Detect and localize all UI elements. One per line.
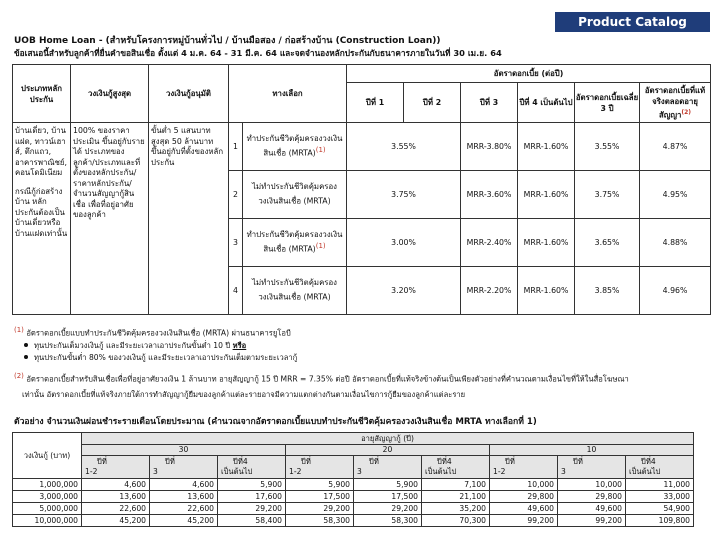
installment-value: 10,000 — [558, 479, 626, 491]
installment-value: 99,200 — [558, 515, 626, 527]
table-row — [13, 515, 694, 527]
installment-value: 29,200 — [286, 503, 354, 515]
installment-value: 58,300 — [354, 515, 422, 527]
sub-year4: ปีที่4 เป็นต้นไป — [626, 456, 694, 479]
sub-year3: ปีที่ 3 — [150, 456, 218, 479]
installment-value: 29,200 — [218, 503, 286, 515]
footnotes — [14, 324, 714, 401]
approved-max: สูงสุด 50 ล้านบาท ขึ้นอยู่กับที่ตั้งของหลักประกัน — [151, 136, 224, 167]
property-type-cell — [13, 123, 71, 315]
product-catalog-banner: Product Catalog — [555, 12, 710, 32]
sub-year1-2: ปีที่ 1-2 — [286, 456, 354, 479]
installment-value: 58,400 — [218, 515, 286, 527]
installment-value: 49,600 — [490, 503, 558, 515]
footnote-2-cont: เท่านั้น อัตราดอกเบี้ยที่แท้จริงภายใต้การทำสัญญากู้ยืมของลูกค้าแต่ละรายอาจมีความแตกต่างกันตามเงื่อนไขการกู้ยืมของลูกค้าแต่ละราย — [22, 390, 466, 400]
option-number: 4 — [229, 267, 243, 315]
rate-year1-2: 3.00% — [347, 219, 461, 267]
footnote-1: (1) อัตราดอกเบี้ยแบบทำประกันชีวิตคุ้มครองวงเงินสินเชื่อ (MRTA) ผ่านธนาคารยูโอบี — [14, 326, 291, 338]
header-max-limit: วงเงินกู้สูงสุด — [71, 65, 149, 123]
table-row — [13, 479, 694, 491]
rate-year3: MRR-2.20% — [461, 267, 518, 315]
rate-effective: 4.88% — [640, 219, 711, 267]
bullet-icon — [24, 343, 28, 347]
installment-value: 4,600 — [82, 479, 150, 491]
installment-value: 5,900 — [354, 479, 422, 491]
installment-value: 99,200 — [490, 515, 558, 527]
option-label: ไม่ทำประกันชีวิตคุ้มครองวงเงินสินเชื่อ (MRTA) — [243, 267, 347, 315]
installment-value: 109,800 — [626, 515, 694, 527]
footnote-1-bullet-1: ทุนประกันเต็มวงเงินกู้ และมีระยะเวลาเอาประกันขั้นต่ำ 10 ปี หรือ — [14, 340, 714, 352]
rate-year4: MRR-1.60% — [518, 123, 575, 171]
rate-avg3: 3.85% — [575, 267, 640, 315]
rate-year4: MRR-1.60% — [518, 219, 575, 267]
installment-value: 22,600 — [150, 503, 218, 515]
rate-effective: 4.96% — [640, 267, 711, 315]
term-20: 20 — [286, 445, 490, 456]
installment-value: 13,600 — [82, 491, 150, 503]
installment-value: 33,000 — [626, 491, 694, 503]
loan-amount: 3,000,000 — [13, 491, 82, 503]
footnote-2: (2) อัตราดอกเบี้ยสำหรับสินเชื่อเพื่อที่อยู่อาศัยวงเงิน 1 ล้านบาท อายุสัญญากู้ 15 ปี MRR = 7.35% ต่อปี อัตราดอกเบี้ยที่แท้จริงข้างต้นเป็นเพียงตัวอย่างที่คำนวณตามเงื่อนไขที่ให้ในสื่อโฆษณา — [14, 371, 629, 384]
installment-value: 7,100 — [422, 479, 490, 491]
loan-amount-header: วงเงินกู้ (บาท) — [13, 433, 82, 479]
term-30: 30 — [82, 445, 286, 456]
installment-value: 29,800 — [490, 491, 558, 503]
header-option: ทางเลือก — [229, 65, 347, 123]
installment-value: 45,200 — [150, 515, 218, 527]
installment-value: 17,500 — [286, 491, 354, 503]
installment-value: 4,600 — [150, 479, 218, 491]
sub-year4: ปีที่4 เป็นต้นไป — [218, 456, 286, 479]
term-10: 10 — [490, 445, 694, 456]
installment-value: 21,100 — [422, 491, 490, 503]
installment-value: 17,600 — [218, 491, 286, 503]
option-label: ทำประกันชีวิตคุ้มครองวงเงินสินเชื่อ (MRTA)(1) — [243, 219, 347, 267]
header-year4: ปีที่ 4 เป็นต้นไป — [518, 83, 575, 123]
header-year2: ปีที่ 2 — [404, 83, 461, 123]
installment-value: 45,200 — [82, 515, 150, 527]
header-approved-limit: วงเงินกู้อนุมัติ — [149, 65, 229, 123]
installment-value: 13,600 — [150, 491, 218, 503]
header-rate-group: อัตราดอกเบี้ย (ต่อปี) — [347, 65, 711, 83]
sub-year4: ปีที่4 เป็นต้นไป — [422, 456, 490, 479]
sub-year3: ปีที่ 3 — [558, 456, 626, 479]
installment-value: 29,800 — [558, 491, 626, 503]
installment-value: 22,600 — [82, 503, 150, 515]
installment-value: 54,900 — [626, 503, 694, 515]
bullet-icon — [24, 355, 28, 359]
installment-value: 35,200 — [422, 503, 490, 515]
footnote-1-bullet-2: ทุนประกันขั้นต่ำ 80% ของวงเงินกู้ และมีระยะเวลาเอาประกันเต็มตามระยะเวลากู้ — [14, 352, 714, 364]
calc-title: ตัวอย่าง จำนวนเงินผ่อนชำระรายเดือนโดยประมาณ (คำนวณจากอัตราดอกเบี้ยแบบทำประกันชีวิตคุ้มครองวงเงินสินเชื่อ MRTA ทางเลือกที่ 1) — [14, 417, 537, 427]
option-number: 3 — [229, 219, 243, 267]
table-row — [13, 503, 694, 515]
loan-amount: 5,000,000 — [13, 503, 82, 515]
rate-year4: MRR-1.60% — [518, 171, 575, 219]
rate-effective: 4.87% — [640, 123, 711, 171]
loan-amount: 1,000,000 — [13, 479, 82, 491]
rate-year1-2: 3.20% — [347, 267, 461, 315]
rate-year3: MRR-3.60% — [461, 171, 518, 219]
installment-value: 58,300 — [286, 515, 354, 527]
rate-avg3: 3.65% — [575, 219, 640, 267]
construction-note: กรณีกู้ก่อสร้างบ้าน หลักประกันต้องเป็นบ้านเดี่ยวหรือบ้านแฝดเท่านั้น — [15, 186, 68, 238]
approved-min: ขั้นต่ำ 5 แสนบาท — [151, 126, 211, 135]
installment-value: 5,900 — [286, 479, 354, 491]
rate-year4: MRR-1.60% — [518, 267, 575, 315]
header-effective: อัตราดอกเบี้ยที่แท้จริงตลอดอายุสัญญา$^{(2)}$ — [640, 83, 711, 123]
approved-limit-cell — [149, 123, 229, 315]
header-year1: ปีที่ 1 — [347, 83, 404, 123]
installment-value: 17,500 — [354, 491, 422, 503]
interest-rate-table — [12, 64, 711, 315]
option-number: 2 — [229, 171, 243, 219]
header-year3: ปีที่ 3 — [461, 83, 518, 123]
rate-year3: MRR-2.40% — [461, 219, 518, 267]
header-property-type: ประเภทหลักประกัน — [13, 65, 71, 123]
rate-year3: MRR-3.80% — [461, 123, 518, 171]
rate-year1-2: 3.55% — [347, 123, 461, 171]
installment-table — [12, 432, 694, 527]
rate-avg3: 3.55% — [575, 123, 640, 171]
table-row — [13, 491, 694, 503]
option-label: ทำประกันชีวิตคุ้มครองวงเงินสินเชื่อ (MRTA)(1) — [243, 123, 347, 171]
sub-year1-2: ปีที่ 1-2 — [490, 456, 558, 479]
installment-value: 70,300 — [422, 515, 490, 527]
option-number: 1 — [229, 123, 243, 171]
rate-avg3: 3.75% — [575, 171, 640, 219]
installment-value: 10,000 — [490, 479, 558, 491]
rate-effective: 4.95% — [640, 171, 711, 219]
sub-year1-2: ปีที่ 1-2 — [82, 456, 150, 479]
installment-value: 5,900 — [218, 479, 286, 491]
page-title: UOB Home Loan - (สำหรับโครงการหมู่บ้านทั่วไป / บ้านมือสอง / ก่อสร้างบ้าน (Construction Loan)) — [14, 36, 441, 46]
option-label: ไม่ทำประกันชีวิตคุ้มครองวงเงินสินเชื่อ (MRTA) — [243, 171, 347, 219]
offer-period-subtitle: ข้อเสนอนี้สำหรับลูกค้าที่ยื่นคำขอสินเชื่อ ตั้งแต่ 4 ม.ค. 64 - 31 มี.ค. 64 และจดจำนองหลักประกันกับธนาคารภายในวันที่ 30 เม.ย. 64 — [14, 48, 502, 58]
installment-value: 11,000 — [626, 479, 694, 491]
property-type-desc: บ้านเดี่ยว, บ้านแฝด, ทาวน์เฮาส์, ตึกแถว, อาคารพาณิชย์, คอนโดมิเนียม — [15, 126, 67, 177]
max-limit-cell: 100% ของราคาประเมิน ขึ้นอยู่กับรายได้ ประเภทของลูกค้า/ประเภทและที่ตั้งของหลักประกัน/ราคาหลักประกัน/จำนวนสัญญากู้สินเชื่อ เพื่อที่อยู่อาศัยของลูกค้า — [71, 123, 149, 315]
header-avg3: อัตราดอกเบี้ยเฉลี่ย 3 ปี — [575, 83, 640, 123]
installment-value: 49,600 — [558, 503, 626, 515]
sub-year3: ปีที่ 3 — [354, 456, 422, 479]
rate-year1-2: 3.75% — [347, 171, 461, 219]
loan-amount: 10,000,000 — [13, 515, 82, 527]
term-header: อายุสัญญากู้ (ปี) — [82, 433, 694, 445]
installment-value: 29,200 — [354, 503, 422, 515]
